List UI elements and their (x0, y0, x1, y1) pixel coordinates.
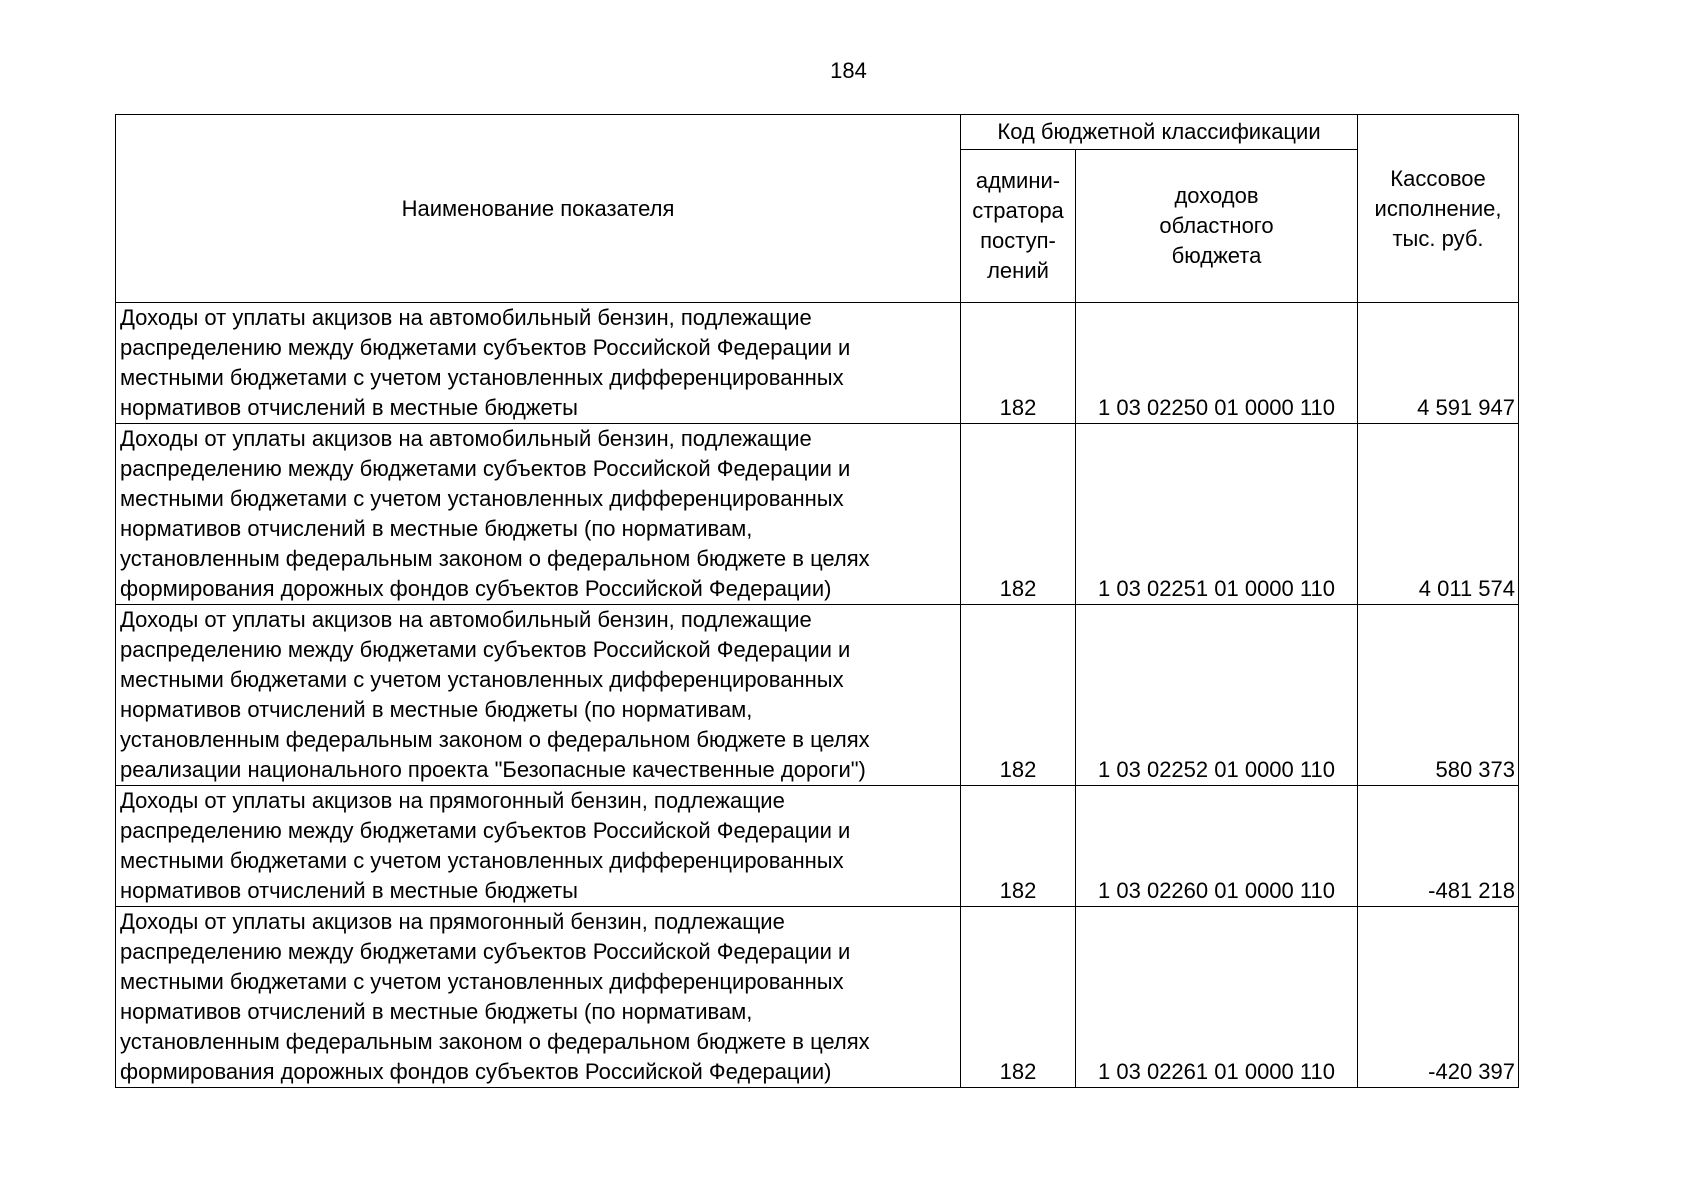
indicator-name-cell: Доходы от уплаты акцизов на автомобильный бензин, подлежащие распределению между бюджетами субъектов Российской Федерации и местными бюджетами с учетом установленных дифференцированных нормативов отчислений в местные бюджеты (по нормативам, установленным федеральным законом о федеральном бюджете в целях формирования дорожных фондов субъектов Российской Федерации) (116, 424, 961, 605)
budget-revenue-table (115, 114, 1519, 1088)
header-revenue-administrator: админи- стратора поступ- лений (961, 150, 1076, 303)
revenue-code-cell: 1 03 02260 01 0000 110 (1076, 786, 1358, 907)
header-cash-execution: Кассовое исполнение, тыс. руб. (1358, 115, 1519, 303)
cash-execution-cell: 4 591 947 (1358, 303, 1519, 424)
administrator-code-cell: 182 (961, 303, 1076, 424)
table-row (116, 424, 1519, 605)
administrator-code-cell: 182 (961, 907, 1076, 1088)
indicator-name-cell: Доходы от уплаты акцизов на автомобильный бензин, подлежащие распределению между бюджетами субъектов Российской Федерации и местными бюджетами с учетом установленных дифференцированных нормативов отчислений в местные бюджеты (по нормативам, установленным федеральным законом о федеральном бюджете в целях реализации национального проекта "Безопасные качественные дороги") (116, 605, 961, 786)
revenue-code-cell: 1 03 02250 01 0000 110 (1076, 303, 1358, 424)
table-row (116, 303, 1519, 424)
indicator-name-cell: Доходы от уплаты акцизов на прямогонный бензин, подлежащие распределению между бюджетами субъектов Российской Федерации и местными бюджетами с учетом установленных дифференцированных нормативов отчислений в местные бюджеты (по нормативам, установленным федеральным законом о федеральном бюджете в целях формирования дорожных фондов субъектов Российской Федерации) (116, 907, 961, 1088)
header-budget-classification-code: Код бюджетной классификации (961, 115, 1358, 150)
table-row (116, 786, 1519, 907)
cash-execution-cell: -420 397 (1358, 907, 1519, 1088)
header-indicator-name: Наименование показателя (116, 115, 961, 303)
table-row (116, 605, 1519, 786)
revenue-code-cell: 1 03 02252 01 0000 110 (1076, 605, 1358, 786)
page-number: 184 (830, 58, 867, 83)
indicator-name-cell: Доходы от уплаты акцизов на автомобильный бензин, подлежащие распределению между бюджетами субъектов Российской Федерации и местными бюджетами с учетом установленных дифференцированных нормативов отчислений в местные бюджеты (116, 303, 961, 424)
revenue-code-cell: 1 03 02261 01 0000 110 (1076, 907, 1358, 1088)
cash-execution-cell: 580 373 (1358, 605, 1519, 786)
administrator-code-cell: 182 (961, 424, 1076, 605)
indicator-name-cell: Доходы от уплаты акцизов на прямогонный бензин, подлежащие распределению между бюджетами субъектов Российской Федерации и местными бюджетами с учетом установленных дифференцированных нормативов отчислений в местные бюджеты (116, 786, 961, 907)
administrator-code-cell: 182 (961, 605, 1076, 786)
cash-execution-cell: 4 011 574 (1358, 424, 1519, 605)
administrator-code-cell: 182 (961, 786, 1076, 907)
cash-execution-cell: -481 218 (1358, 786, 1519, 907)
header-regional-budget-revenue: доходов областного бюджета (1076, 150, 1358, 303)
revenue-code-cell: 1 03 02251 01 0000 110 (1076, 424, 1358, 605)
table-row (116, 907, 1519, 1088)
